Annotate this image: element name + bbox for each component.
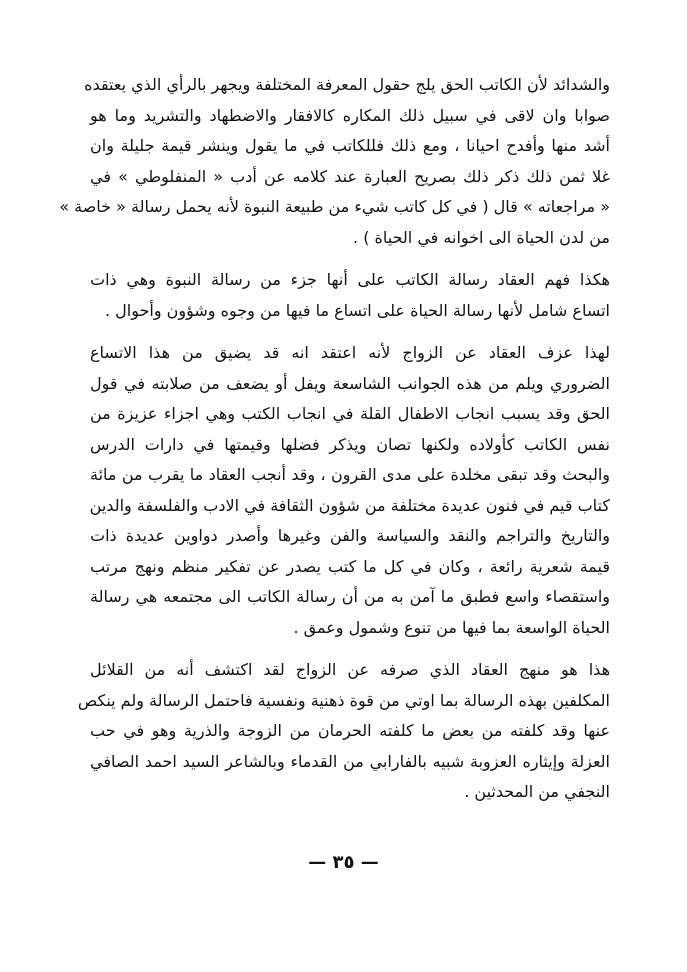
text-line: عنها وقد كلفته من بعض ما كلفته الحرمان من الزوجة والذرية وهو في حب: [90, 721, 610, 740]
text-line: الضروري ويلم من هذه الجوانب الشاسعة ويفل أو يضعف من صلابته في قول: [90, 373, 610, 393]
paragraph-gap: [90, 326, 610, 338]
text-line: الحق وقد يسبب انجاب الاطفال القلة في انجاب الكتب وهي اجزاء عزيزة من: [90, 404, 610, 423]
text-line: هذا هو منهج العقاد الذي صرفه عن الزواج لقد اكتشف أنه من القلائل: [90, 660, 610, 679]
text-line: كتاب قيم في فنون عديدة مختلفة من شؤون الثقافة في الادب والفلسفة والدين: [89, 495, 610, 515]
text-line: « مراجعاته » قال ( في كل كاتب شيء من طبيعة النبوة لأنه يحمل رسالة « خاصة »: [59, 197, 610, 216]
text-line: نفس الكاتب كأولاده ولكنها تصان ويذكر فضلها وقيمتها في دارات الدرس: [90, 434, 610, 454]
text-line: والتاريخ والتراجم والنقد والسياسة والفن وغيرها وأصدر دواوين عديدة ذات: [90, 526, 610, 545]
text-line: العزلة وإيثاره العزوبة شبيه بالفارابي من القدماء وبالشاعر السيد احمد الصافي: [90, 751, 610, 771]
paragraph-gap: [90, 253, 610, 265]
text-line: غلا ثمن ذلك ذكر ذلك بصريح العبارة عند كلامه عن أدب « المنفلوطي » في: [90, 166, 610, 186]
paragraph-3: [90, 338, 610, 643]
text-line: المكلفين بهذه الرسالة بما اوتي من قوة ذهنية ونفسية فاحتمل الرسالة ولم ينكص: [77, 690, 610, 710]
text-line: النجفي من المحدثين .: [464, 782, 610, 801]
text-line: اتساع شامل لأنها رسالة الحياة على اتساع ما فيها من وجوه وشؤون وأحوال .: [104, 300, 610, 320]
text-line: هكذا فهم العقاد رسالة الكاتب على أنها جزء من رسالة النبوة وهي ذات: [90, 270, 610, 289]
text-line: والشدائد لأن الكاتب الحق يلج حقول المعرفة المختلفة ويجهر بالرأي الذي يعتقده: [84, 75, 610, 94]
text-line: أشد منها وأفدح احيانا ، ومع ذلك فللكاتب في ما يقول وينشر قيمة جليلة وان: [90, 136, 610, 155]
paragraph-2: [90, 265, 610, 326]
text-line: من لدن الحياة الى اخوانه في الحياة ) .: [353, 227, 610, 247]
paragraph-1: [59, 70, 610, 253]
text-line: والبحث وقد تبقى مخلدة على مدى القرون ، وقد أنجب العقاد ما يقرب من مائة: [90, 465, 610, 484]
text-line: قيمة شعرية رائعة ، وكان في كل ما كتب يصدر عن تفكير منظم ونهج مرتب: [90, 556, 610, 576]
text-line: صوابا وان لاقى في سبيل ذلك المكاره كالافقار والاضطهاد والتشريد وما هو: [90, 105, 610, 125]
paragraph-4: [77, 655, 610, 808]
book-page: [59, 70, 610, 910]
text-line: لهذا عزف العقاد عن الزواج لأنه اعتقد انه قد يضيق من هذا الاتساع: [90, 343, 610, 362]
text-line: واستقصاء واسع فطبق ما آمن به من أن رسالة الكاتب الى مجتمعه هي رسالة: [90, 587, 610, 606]
text-line: الحياة الواسعة بما فيها من تنوع وشمول وعمق .: [293, 617, 610, 637]
page-number: — ٣٥ —: [308, 852, 379, 873]
paragraph-gap: [90, 643, 610, 655]
